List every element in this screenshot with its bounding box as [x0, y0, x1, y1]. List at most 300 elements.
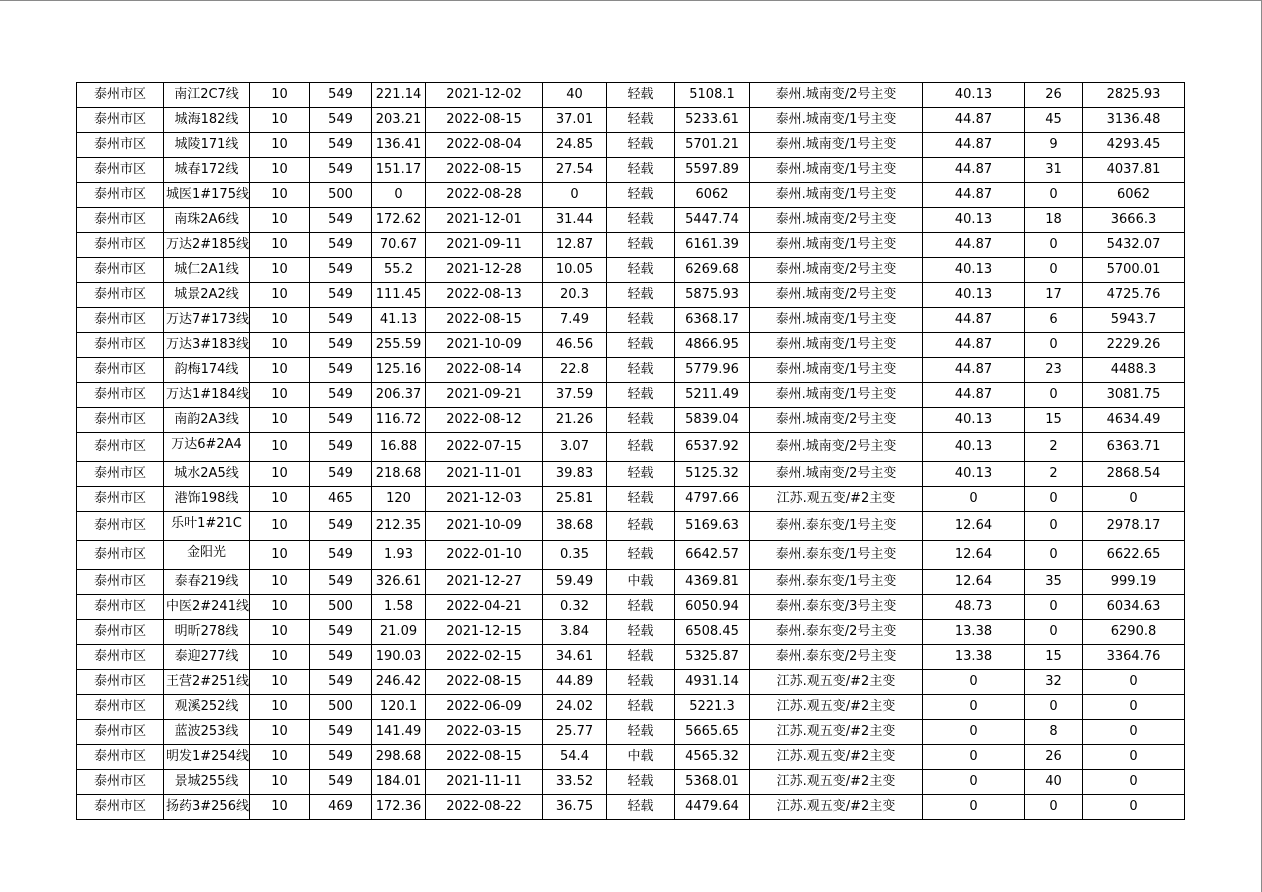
load-rate-cell: 54.4	[543, 745, 607, 770]
load-status-cell: 轻载	[607, 433, 675, 462]
transformer-load-rate-cell: 40.13	[923, 433, 1025, 462]
transformer-cell: 泰州.城南变/2号主变	[750, 258, 923, 283]
date-cell: 2021-11-11	[426, 770, 543, 795]
table-row	[77, 745, 1185, 770]
table-body	[77, 83, 1185, 820]
voltage-cell: 10	[250, 83, 310, 108]
transformer-cell: 泰州.城南变/1号主变	[750, 133, 923, 158]
region-cell: 泰州市区	[77, 595, 164, 620]
table-row	[77, 308, 1185, 333]
load-rate-cell: 34.61	[543, 645, 607, 670]
transformer-load-rate-cell: 44.87	[923, 158, 1025, 183]
line-name-cell: 城水2A5线	[164, 462, 250, 487]
table-row	[77, 133, 1185, 158]
load-status-cell: 轻载	[607, 83, 675, 108]
voltage-cell: 10	[250, 720, 310, 745]
date-cell: 2021-12-01	[426, 208, 543, 233]
col-count-cell: 0	[1025, 258, 1083, 283]
available-capacity-cell: 5125.32	[675, 462, 750, 487]
load-rate-cell: 37.01	[543, 108, 607, 133]
rated-current-cell: 549	[310, 670, 372, 695]
transformer-cell: 泰州.城南变/1号主变	[750, 183, 923, 208]
voltage-cell: 10	[250, 108, 310, 133]
voltage-cell: 10	[250, 745, 310, 770]
rated-current-cell: 549	[310, 108, 372, 133]
voltage-cell: 10	[250, 512, 310, 541]
load-rate-cell: 21.26	[543, 408, 607, 433]
table-row	[77, 487, 1185, 512]
load-rate-cell: 24.02	[543, 695, 607, 720]
load-rate-cell: 38.68	[543, 512, 607, 541]
load-rate-cell: 7.49	[543, 308, 607, 333]
col-count-cell: 31	[1025, 158, 1083, 183]
region-cell: 泰州市区	[77, 158, 164, 183]
transformer-cell: 江苏.观五变/#2主变	[750, 670, 923, 695]
load-status-cell: 轻载	[607, 183, 675, 208]
line-name-cell: 韵梅174线	[164, 358, 250, 383]
region-cell: 泰州市区	[77, 570, 164, 595]
col-count-cell: 0	[1025, 620, 1083, 645]
transformer-cell: 泰州.城南变/1号主变	[750, 233, 923, 258]
voltage-cell: 10	[250, 487, 310, 512]
table-row	[77, 83, 1185, 108]
available-capacity-cell: 5233.61	[675, 108, 750, 133]
region-cell: 泰州市区	[77, 358, 164, 383]
line-name-cell: 明发1#254线	[164, 745, 250, 770]
transformer-load-rate-cell: 44.87	[923, 358, 1025, 383]
transformer-cell: 江苏.观五变/#2主变	[750, 770, 923, 795]
table-row	[77, 720, 1185, 745]
rated-current-cell: 549	[310, 745, 372, 770]
transformer-load-rate-cell: 44.87	[923, 133, 1025, 158]
date-cell: 2022-08-15	[426, 308, 543, 333]
voltage-cell: 10	[250, 408, 310, 433]
date-cell: 2021-12-03	[426, 487, 543, 512]
load-status-cell: 轻载	[607, 133, 675, 158]
current-cell: 326.61	[372, 570, 426, 595]
transformer-load-rate-cell: 40.13	[923, 283, 1025, 308]
line-name-cell: 明昕278线	[164, 620, 250, 645]
table-row	[77, 795, 1185, 820]
region-cell: 泰州市区	[77, 770, 164, 795]
table-row	[77, 695, 1185, 720]
remaining-capacity-cell: 4037.81	[1083, 158, 1185, 183]
voltage-cell: 10	[250, 283, 310, 308]
transformer-cell: 泰州.泰东变/1号主变	[750, 512, 923, 541]
current-cell: 70.67	[372, 233, 426, 258]
transformer-load-rate-cell: 0	[923, 720, 1025, 745]
table-row	[77, 108, 1185, 133]
rated-current-cell: 500	[310, 595, 372, 620]
line-name-cell: 王营2#251线	[164, 670, 250, 695]
table-row	[77, 770, 1185, 795]
load-rate-cell: 59.49	[543, 570, 607, 595]
remaining-capacity-cell: 0	[1083, 695, 1185, 720]
available-capacity-cell: 6642.57	[675, 541, 750, 570]
load-status-cell: 轻载	[607, 512, 675, 541]
voltage-cell: 10	[250, 258, 310, 283]
voltage-cell: 10	[250, 595, 310, 620]
load-rate-cell: 25.77	[543, 720, 607, 745]
date-cell: 2021-12-15	[426, 620, 543, 645]
voltage-cell: 10	[250, 433, 310, 462]
line-name-cell: 南韵2A3线	[164, 408, 250, 433]
table-row	[77, 645, 1185, 670]
remaining-capacity-cell: 0	[1083, 795, 1185, 820]
transformer-load-rate-cell: 0	[923, 487, 1025, 512]
current-cell: 212.35	[372, 512, 426, 541]
rated-current-cell: 549	[310, 433, 372, 462]
available-capacity-cell: 6368.17	[675, 308, 750, 333]
load-status-cell: 轻载	[607, 408, 675, 433]
rated-current-cell: 549	[310, 408, 372, 433]
load-rate-cell: 36.75	[543, 795, 607, 820]
table-row	[77, 258, 1185, 283]
voltage-cell: 10	[250, 695, 310, 720]
region-cell: 泰州市区	[77, 645, 164, 670]
available-capacity-cell: 5368.01	[675, 770, 750, 795]
rated-current-cell: 549	[310, 383, 372, 408]
current-cell: 1.58	[372, 595, 426, 620]
remaining-capacity-cell: 2868.54	[1083, 462, 1185, 487]
line-name-cell: 观溪252线	[164, 695, 250, 720]
current-cell: 1.93	[372, 541, 426, 570]
rated-current-cell: 549	[310, 720, 372, 745]
date-cell: 2021-09-11	[426, 233, 543, 258]
available-capacity-cell: 5211.49	[675, 383, 750, 408]
transformer-load-rate-cell: 13.38	[923, 620, 1025, 645]
load-status-cell: 轻载	[607, 283, 675, 308]
load-rate-cell: 33.52	[543, 770, 607, 795]
load-rate-cell: 31.44	[543, 208, 607, 233]
transformer-load-rate-cell: 0	[923, 770, 1025, 795]
region-cell: 泰州市区	[77, 83, 164, 108]
line-name-cell: 泰春219线	[164, 570, 250, 595]
remaining-capacity-cell: 3081.75	[1083, 383, 1185, 408]
transformer-cell: 泰州.城南变/1号主变	[750, 308, 923, 333]
date-cell: 2022-08-04	[426, 133, 543, 158]
current-cell: 141.49	[372, 720, 426, 745]
transformer-cell: 泰州.城南变/1号主变	[750, 383, 923, 408]
rated-current-cell: 549	[310, 358, 372, 383]
load-status-cell: 轻载	[607, 462, 675, 487]
current-cell: 172.36	[372, 795, 426, 820]
load-rate-cell: 46.56	[543, 333, 607, 358]
col-count-cell: 0	[1025, 595, 1083, 620]
load-rate-cell: 24.85	[543, 133, 607, 158]
voltage-cell: 10	[250, 133, 310, 158]
voltage-cell: 10	[250, 308, 310, 333]
transformer-cell: 泰州.城南变/1号主变	[750, 158, 923, 183]
rated-current-cell: 549	[310, 620, 372, 645]
transformer-load-rate-cell: 44.87	[923, 183, 1025, 208]
transformer-cell: 泰州.城南变/2号主变	[750, 83, 923, 108]
col-count-cell: 2	[1025, 433, 1083, 462]
feeder-load-table	[76, 82, 1185, 820]
transformer-cell: 泰州.城南变/2号主变	[750, 208, 923, 233]
date-cell: 2022-08-14	[426, 358, 543, 383]
current-cell: 111.45	[372, 283, 426, 308]
transformer-cell: 江苏.观五变/#2主变	[750, 745, 923, 770]
current-cell: 172.62	[372, 208, 426, 233]
transformer-cell: 江苏.观五变/#2主变	[750, 795, 923, 820]
line-name-cell: 城春172线	[164, 158, 250, 183]
line-name-cell: 金阳光	[164, 541, 250, 570]
line-name-cell: 万达1#184线	[164, 383, 250, 408]
line-name-cell: 万达6#2A4	[164, 433, 250, 462]
transformer-load-rate-cell: 40.13	[923, 208, 1025, 233]
col-count-cell: 0	[1025, 695, 1083, 720]
transformer-load-rate-cell: 44.87	[923, 383, 1025, 408]
date-cell: 2022-08-12	[426, 408, 543, 433]
region-cell: 泰州市区	[77, 133, 164, 158]
transformer-cell: 泰州.城南变/2号主变	[750, 462, 923, 487]
line-name-cell: 蓝波253线	[164, 720, 250, 745]
current-cell: 125.16	[372, 358, 426, 383]
region-cell: 泰州市区	[77, 183, 164, 208]
region-cell: 泰州市区	[77, 258, 164, 283]
load-rate-cell: 27.54	[543, 158, 607, 183]
transformer-cell: 泰州.城南变/2号主变	[750, 283, 923, 308]
current-cell: 255.59	[372, 333, 426, 358]
table-row	[77, 462, 1185, 487]
current-cell: 221.14	[372, 83, 426, 108]
transformer-load-rate-cell: 44.87	[923, 333, 1025, 358]
transformer-load-rate-cell: 12.64	[923, 570, 1025, 595]
table-row	[77, 433, 1185, 462]
load-rate-cell: 44.89	[543, 670, 607, 695]
voltage-cell: 10	[250, 795, 310, 820]
voltage-cell: 10	[250, 645, 310, 670]
load-rate-cell: 3.07	[543, 433, 607, 462]
date-cell: 2021-09-21	[426, 383, 543, 408]
table-row	[77, 408, 1185, 433]
load-rate-cell: 12.87	[543, 233, 607, 258]
table-row	[77, 512, 1185, 541]
table-row	[77, 670, 1185, 695]
voltage-cell: 10	[250, 541, 310, 570]
table-row	[77, 595, 1185, 620]
line-name-cell: 万达2#185线	[164, 233, 250, 258]
region-cell: 泰州市区	[77, 383, 164, 408]
rated-current-cell: 549	[310, 158, 372, 183]
load-status-cell: 轻载	[607, 695, 675, 720]
voltage-cell: 10	[250, 570, 310, 595]
load-rate-cell: 22.8	[543, 358, 607, 383]
col-count-cell: 15	[1025, 645, 1083, 670]
load-status-cell: 轻载	[607, 620, 675, 645]
rated-current-cell: 549	[310, 541, 372, 570]
available-capacity-cell: 6062	[675, 183, 750, 208]
load-status-cell: 轻载	[607, 258, 675, 283]
transformer-cell: 泰州.城南变/1号主变	[750, 333, 923, 358]
remaining-capacity-cell: 4725.76	[1083, 283, 1185, 308]
available-capacity-cell: 5597.89	[675, 158, 750, 183]
remaining-capacity-cell: 4293.45	[1083, 133, 1185, 158]
remaining-capacity-cell: 3666.3	[1083, 208, 1185, 233]
table-row	[77, 383, 1185, 408]
col-count-cell: 26	[1025, 83, 1083, 108]
line-name-cell: 城医1#175线	[164, 183, 250, 208]
region-cell: 泰州市区	[77, 695, 164, 720]
table-row	[77, 620, 1185, 645]
table-row	[77, 541, 1185, 570]
date-cell: 2021-10-09	[426, 512, 543, 541]
col-count-cell: 0	[1025, 383, 1083, 408]
remaining-capacity-cell: 0	[1083, 670, 1185, 695]
available-capacity-cell: 6050.94	[675, 595, 750, 620]
remaining-capacity-cell: 0	[1083, 770, 1185, 795]
remaining-capacity-cell: 6363.71	[1083, 433, 1185, 462]
rated-current-cell: 549	[310, 208, 372, 233]
available-capacity-cell: 5875.93	[675, 283, 750, 308]
date-cell: 2022-08-15	[426, 670, 543, 695]
available-capacity-cell: 4931.14	[675, 670, 750, 695]
col-count-cell: 32	[1025, 670, 1083, 695]
load-status-cell: 轻载	[607, 308, 675, 333]
line-name-cell: 万达7#173线	[164, 308, 250, 333]
date-cell: 2021-12-27	[426, 570, 543, 595]
current-cell: 246.42	[372, 670, 426, 695]
load-rate-cell: 0	[543, 183, 607, 208]
col-count-cell: 8	[1025, 720, 1083, 745]
region-cell: 泰州市区	[77, 620, 164, 645]
voltage-cell: 10	[250, 462, 310, 487]
region-cell: 泰州市区	[77, 487, 164, 512]
rated-current-cell: 549	[310, 570, 372, 595]
rated-current-cell: 549	[310, 462, 372, 487]
remaining-capacity-cell: 5700.01	[1083, 258, 1185, 283]
available-capacity-cell: 5665.65	[675, 720, 750, 745]
transformer-cell: 泰州.城南变/1号主变	[750, 358, 923, 383]
transformer-cell: 泰州.泰东变/1号主变	[750, 570, 923, 595]
rated-current-cell: 549	[310, 308, 372, 333]
load-rate-cell: 37.59	[543, 383, 607, 408]
available-capacity-cell: 5221.3	[675, 695, 750, 720]
date-cell: 2022-03-15	[426, 720, 543, 745]
transformer-load-rate-cell: 40.13	[923, 462, 1025, 487]
rated-current-cell: 549	[310, 258, 372, 283]
date-cell: 2022-08-15	[426, 745, 543, 770]
remaining-capacity-cell: 4634.49	[1083, 408, 1185, 433]
col-count-cell: 45	[1025, 108, 1083, 133]
current-cell: 41.13	[372, 308, 426, 333]
current-cell: 206.37	[372, 383, 426, 408]
available-capacity-cell: 5839.04	[675, 408, 750, 433]
current-cell: 218.68	[372, 462, 426, 487]
line-name-cell: 中医2#241线	[164, 595, 250, 620]
date-cell: 2022-02-15	[426, 645, 543, 670]
col-count-cell: 2	[1025, 462, 1083, 487]
transformer-load-rate-cell: 40.13	[923, 83, 1025, 108]
transformer-load-rate-cell: 44.87	[923, 233, 1025, 258]
available-capacity-cell: 6161.39	[675, 233, 750, 258]
col-count-cell: 0	[1025, 541, 1083, 570]
remaining-capacity-cell: 3136.48	[1083, 108, 1185, 133]
available-capacity-cell: 6508.45	[675, 620, 750, 645]
load-rate-cell: 0.35	[543, 541, 607, 570]
remaining-capacity-cell: 4488.3	[1083, 358, 1185, 383]
transformer-load-rate-cell: 12.64	[923, 541, 1025, 570]
line-name-cell: 南江2C7线	[164, 83, 250, 108]
region-cell: 泰州市区	[77, 795, 164, 820]
current-cell: 16.88	[372, 433, 426, 462]
date-cell: 2021-12-02	[426, 83, 543, 108]
load-status-cell: 轻载	[607, 333, 675, 358]
rated-current-cell: 465	[310, 487, 372, 512]
transformer-load-rate-cell: 0	[923, 670, 1025, 695]
line-name-cell: 景城255线	[164, 770, 250, 795]
date-cell: 2022-01-10	[426, 541, 543, 570]
remaining-capacity-cell: 999.19	[1083, 570, 1185, 595]
col-count-cell: 17	[1025, 283, 1083, 308]
date-cell: 2022-06-09	[426, 695, 543, 720]
load-status-cell: 轻载	[607, 770, 675, 795]
transformer-cell: 泰州.泰东变/1号主变	[750, 541, 923, 570]
col-count-cell: 0	[1025, 512, 1083, 541]
table-row	[77, 283, 1185, 308]
load-status-cell: 轻载	[607, 358, 675, 383]
voltage-cell: 10	[250, 208, 310, 233]
col-count-cell: 0	[1025, 795, 1083, 820]
line-name-cell: 扬药3#256线	[164, 795, 250, 820]
region-cell: 泰州市区	[77, 333, 164, 358]
region-cell: 泰州市区	[77, 720, 164, 745]
current-cell: 21.09	[372, 620, 426, 645]
line-name-cell: 城海182线	[164, 108, 250, 133]
load-status-cell: 轻载	[607, 233, 675, 258]
available-capacity-cell: 5108.1	[675, 83, 750, 108]
region-cell: 泰州市区	[77, 745, 164, 770]
date-cell: 2021-10-09	[426, 333, 543, 358]
voltage-cell: 10	[250, 383, 310, 408]
voltage-cell: 10	[250, 233, 310, 258]
region-cell: 泰州市区	[77, 283, 164, 308]
load-rate-cell: 20.3	[543, 283, 607, 308]
load-status-cell: 轻载	[607, 208, 675, 233]
load-status-cell: 轻载	[607, 795, 675, 820]
rated-current-cell: 549	[310, 512, 372, 541]
current-cell: 116.72	[372, 408, 426, 433]
transformer-load-rate-cell: 0	[923, 695, 1025, 720]
line-name-cell: 乐叶1#21C	[164, 512, 250, 541]
voltage-cell: 10	[250, 333, 310, 358]
transformer-load-rate-cell: 40.13	[923, 408, 1025, 433]
table-row	[77, 158, 1185, 183]
table-row	[77, 358, 1185, 383]
transformer-load-rate-cell: 44.87	[923, 108, 1025, 133]
current-cell: 151.17	[372, 158, 426, 183]
rated-current-cell: 500	[310, 695, 372, 720]
available-capacity-cell: 5701.21	[675, 133, 750, 158]
region-cell: 泰州市区	[77, 433, 164, 462]
voltage-cell: 10	[250, 358, 310, 383]
transformer-load-rate-cell: 44.87	[923, 308, 1025, 333]
line-name-cell: 城陵171线	[164, 133, 250, 158]
rated-current-cell: 549	[310, 333, 372, 358]
col-count-cell: 15	[1025, 408, 1083, 433]
load-rate-cell: 0.32	[543, 595, 607, 620]
remaining-capacity-cell: 6622.65	[1083, 541, 1185, 570]
transformer-cell: 江苏.观五变/#2主变	[750, 487, 923, 512]
current-cell: 120	[372, 487, 426, 512]
transformer-load-rate-cell: 12.64	[923, 512, 1025, 541]
load-rate-cell: 25.81	[543, 487, 607, 512]
transformer-cell: 泰州.泰东变/2号主变	[750, 645, 923, 670]
remaining-capacity-cell: 0	[1083, 487, 1185, 512]
current-cell: 55.2	[372, 258, 426, 283]
date-cell: 2021-11-01	[426, 462, 543, 487]
